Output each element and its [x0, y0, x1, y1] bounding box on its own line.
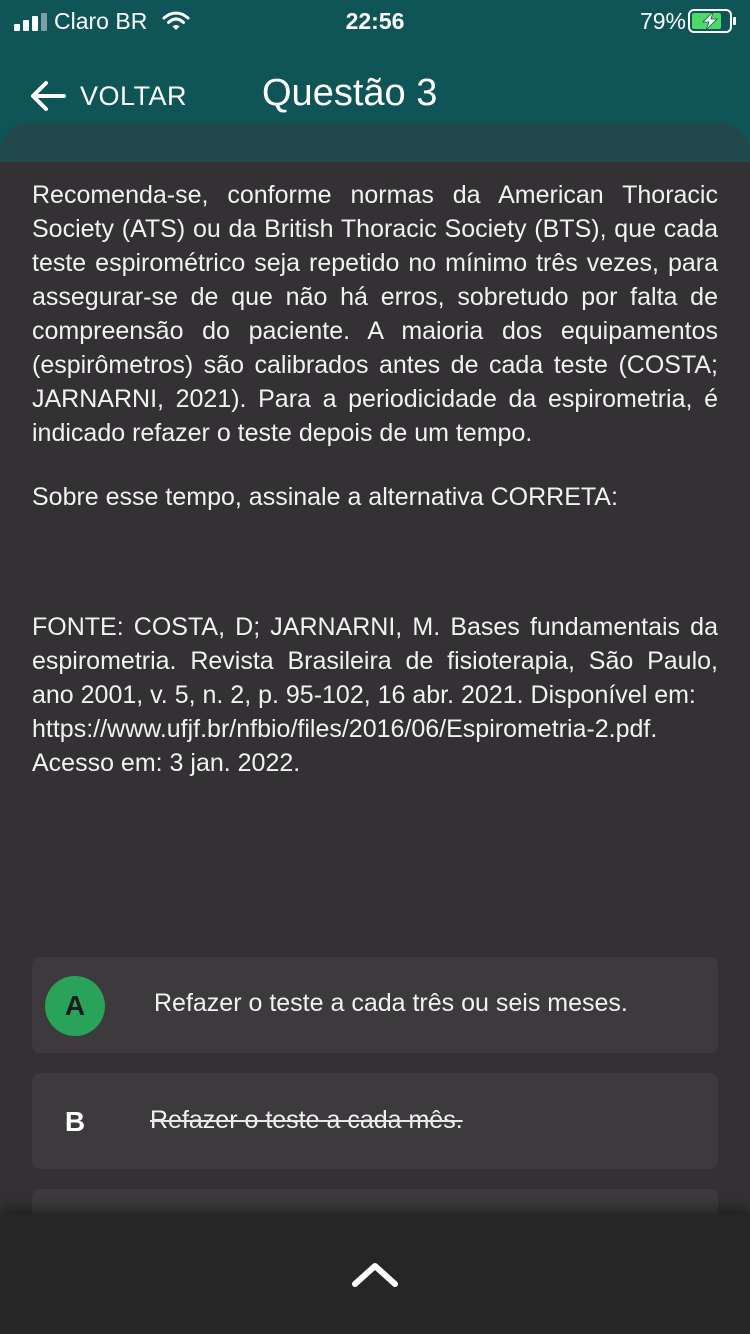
- carrier-name: Claro BR: [54, 8, 148, 34]
- option-letter: B: [64, 1106, 86, 1137]
- question-paragraph: Recomenda-se, conforme normas da American Thoracic Society (ATS) ou da British Thoracic Society (BTS), que cada teste espirométrico seja repetido no mínimo três vezes, para assegurar-se de que não há erros, sobretudo por falta de compreensão do paciente. A maioria dos equipamentos (espirômetros) são calibrados antes de cada teste (COSTA; JARNARNI, 2021). Para a periodicidade da espirometria, é indicado refazer o teste depois de um tempo.: [32, 181, 718, 447]
- status-bar: [0, 0, 750, 44]
- option-letter: A: [45, 976, 105, 1036]
- option-text: Refazer o teste a cada três ou seis meses.: [154, 989, 628, 1017]
- back-label: VOLTAR: [80, 80, 188, 111]
- question-source-url: https://www.ufjf.br/nfbio/files/2016/06/Espirometria-2.pdf. Acesso em: 3 jan. 2022.: [32, 715, 658, 777]
- arrow-left-icon: [28, 80, 68, 112]
- battery-percent: 79%: [639, 8, 686, 34]
- back-button[interactable]: [28, 74, 187, 118]
- question-prompt: Sobre esse tempo, assinale a alternativa CORRETA:: [32, 483, 618, 511]
- question-source: FONTE: COSTA, D; JARNARNI, M. Bases fundamentais da espirometria. Revista Brasileira de fisioterapia, São Paulo, ano 2001, v. 5, n. 2, p. 95-102, 16 abr. 2021. Disponível em:: [32, 613, 718, 709]
- bottom-bar: [0, 1214, 750, 1334]
- question-content: [32, 178, 718, 780]
- header: [0, 0, 750, 152]
- option-b[interactable]: [32, 1073, 718, 1169]
- chevron-up-icon[interactable]: [349, 1258, 401, 1292]
- clock: 22:56: [345, 8, 405, 34]
- option-a[interactable]: [32, 957, 718, 1053]
- header-sheet: [0, 122, 750, 162]
- battery-charging-icon: [688, 9, 738, 33]
- page-title: Questão 3: [262, 72, 438, 114]
- option-text: Refazer o teste a cada mês.: [150, 1106, 463, 1134]
